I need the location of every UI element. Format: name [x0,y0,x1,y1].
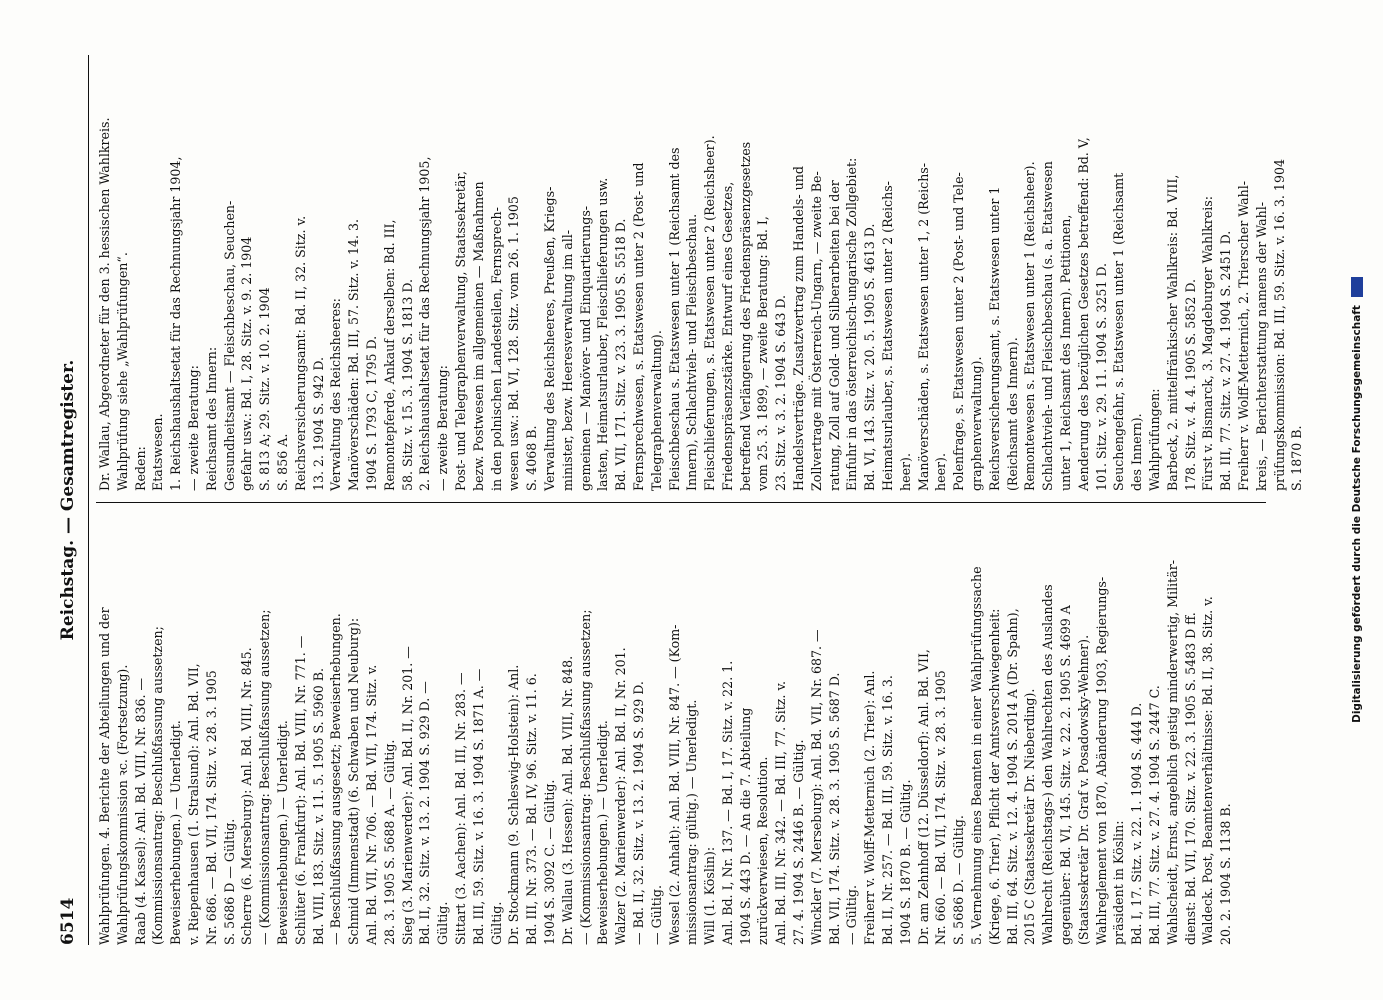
index-line: — Beschlußfassung ausgesetzt; Beweiserhebungen. [328,613,344,945]
index-line: Bd. III, 64. Sitz. v. 12. 4. 1904 S. 2014 A (Dr. Spahn), [1004,608,1020,945]
index-line: kreis, — Berichterstattung namens der Wahl- [1253,202,1269,491]
index-line: gemeinen — Manöver- und Einquartierungs- [577,205,593,491]
credit-text: Digitalisierung gefördert durch die Deutsche Forschungsgemeinschaft [1351,305,1363,723]
index-line: 28. 3. 1905 S. 5688 A. — Gültig. [381,739,397,945]
index-line: dienst: Bd. VII, 170. Sitz. v. 22. 3. 1905 S. 5483 D ff. [1182,612,1198,945]
index-line: 13. 2. 1904 S. 942 D. [310,357,326,491]
index-line: Nr. 660. — Bd. VII, 174. Sitz. v. 28. 3. 1905 [933,670,949,945]
index-line: Barbeck, 2. mittelfränkischer Wahlkreis: Bd. VIII, [1164,174,1180,491]
index-line: S. 856 A. [274,433,290,491]
index-line: Polenfrage, s. Etatswesen unter 2 (Post- und Tele- [951,172,967,491]
index-line: Fernsprechwesen, s. Etatswesen unter 2 (Post- und [630,162,646,491]
index-line: Beweiserhebungen.) — Unerledigt. [168,720,184,945]
index-line: Bd. II, Nr. 257. — Bd. III, 59. Sitz. v. 16. 3. [880,675,896,945]
index-line: heer). [897,453,913,491]
index-line: 58. Sitz. v. 15. 3. 1904 S. 1813 D. [399,278,415,491]
index-line: Manöverschäden: Bd. III, 57. Sitz. v. 14. 3. [346,218,362,491]
index-line: 23. Sitz. v. 3. 2. 1904 S. 643 D. [773,295,789,491]
index-line: Beweiserhebungen.) — Unerledigt. [595,720,611,945]
index-line: Bd. III, 77. Sitz. v. 27. 4. 1904 S. 2447 C. [1147,685,1163,945]
index-line: Verwaltung des Reichsheeres: [328,298,344,491]
page-title: Reichstag. — Gesamtregister. [58,359,78,641]
index-line: Handelsverträge. Zusatzvertrag zum Handels- und [791,166,807,491]
index-line: des Innern). [1129,413,1145,491]
index-line: Freiherr v. Wolff-Metternich, 2. Trierscher Wahl- [1236,181,1251,491]
index-line: Raab (4. Kassel): Anl. Bd. VIII, Nr. 836. — [132,677,148,945]
index-line: Schmid (Immenstadt) (6. Schwaben und Neuburg): [346,617,362,945]
index-line: lasten, Heimatsurlauber, Fleischlieferungen usw. [595,177,611,491]
index-line: — zweite Beratung: [185,365,201,491]
index-line: (Staatssekretär Dr. Graf v. Posadowsky-Wehner). [1075,634,1091,945]
index-line: Bd. I, 17. Sitz. v. 22. 1. 1904 S. 444 D. [1129,702,1145,945]
index-line: Gültig. [435,901,451,945]
index-line: Zollvertrage mit Österreich-Ungarn, — zweite Be- [808,171,824,491]
index-line: Dr. Wallau (3. Hessen): Anl. Bd. VIII, Nr. 848. [559,655,575,945]
index-line: Wahlprüfung siehe „Wahlprüfungen“. [114,252,130,491]
index-line: Wahlscheidt, Ernst, angeblich geistig minderwertig, Militär- [1164,559,1180,945]
index-line: ratung, Zoll auf Gold- und Silberarbeiten bei der [826,180,842,491]
index-line: Friedenspräsenzstärke. Entwurf eines Gesetzes, [719,181,735,491]
index-line: in den polnischen Landesteilen, Fernsprech- [488,207,504,491]
index-line: 5. Vernehmung eines Beamten in einer Wahlprüfungssache [969,566,985,945]
index-line: Bd. III, 77. Sitz. v. 27. 4. 1904 S. 2451 D. [1218,230,1234,491]
index-line: Wahlprüfungen. 4. Berichte der Abteilungen und der [97,607,112,945]
index-line: Walzer (2. Marienwerder): Anl. Bd. II, Nr. 201. [613,647,629,945]
index-line: Fleischbeschau s. Etatswesen unter 1 (Reichsamt des [666,147,682,491]
left-column [96,513,1271,945]
index-line: Dr. am Zehnhoff (12. Düsseldorf): Anl. Bd. VII, [915,649,931,945]
index-line: 20. 2. 1904 S. 1138 B. [1218,803,1234,945]
index-line: betreffend Verlängerung des Friedenspräsenzgesetzes [737,141,753,491]
index-line: Sieg (3. Marienwerder): Anl. Bd. II, Nr. 201. — [399,646,415,945]
index-line: Manöverschäden, s. Etatswesen unter 1, 2 (Reichs- [915,162,931,491]
index-line: bezw. Postwesen im allgemeinen — Maßnahmen [470,181,486,491]
index-line: Schlüter (6. Frankfurt): Anl. Bd. VIII, Nr. 771. — [292,635,308,945]
index-line: Verwaltung des Reichsheeres, Preußen, Kriegs- [541,186,557,491]
index-line: Bd. III, Nr. 373. — Bd. IV, 96. Sitz. v. 11. 6. [524,673,540,945]
index-line: Fleischlieferungen, s. Etatswesen unter 2 (Reichsheer). [702,135,718,491]
index-line: Schlachtvieh- und Fleischbeschau (s. a. Etatswesen [1040,161,1056,491]
index-line: 2. Reichshaushaltsetat für das Rechnungsjahr 1905, [417,156,433,491]
index-line: Reichsamt des Innern: [203,346,219,491]
index-line: Gültig. [488,901,504,945]
index-line: präsident in Köslin: [1111,820,1127,945]
index-line: Post- und Telegraphenverwaltung, Staatssekretär, [452,170,468,491]
index-line: — zweite Beratung: [435,365,451,491]
index-line: S. 813 A; 29. Sitz. v. 10. 2. 1904 [257,287,273,491]
page-number: 6514 [58,897,78,945]
index-line: 27. 4. 1904 S. 2446 B. — Gültig. [791,739,807,945]
index-line: Sittart (3. Aachen): Anl. Bd. III, Nr. 283. — [452,672,468,945]
index-line: 1. Reichshaushaltsetat für das Rechnungsjahr 1904, [168,156,184,491]
index-line: unter 1, Reichsamt des Innern). Petitionen, [1058,214,1074,491]
index-line: Bd. VI, 143. Sitz. v. 20. 5. 1905 S. 4613 D. [862,223,878,491]
index-line: Bd. II, 32. Sitz. v. 13. 2. 1904 S. 929 D. — [417,681,433,945]
index-line: gefahr usw.: Bd. I, 28. Sitz. v. 9. 2. 1904 [239,236,255,491]
index-line: Reden: [132,446,148,491]
index-line: Remontewesen s. Etatswesen unter 1 (Reichsheer). [1022,161,1038,491]
digitization-credit [1345,60,1369,940]
index-line: Anl. Bd. III, Nr. 342. — Bd. III, 77. Sitz. v. [773,680,789,945]
index-line: Einfuhr in das österreichisch-ungarische Zollgebiet: [844,157,860,491]
index-line: Anl. Bd. I, Nr. 137. — Bd. I, 17. Sitz. v. 22. 1. [719,660,735,945]
index-line: missionsantrag: gültig.) — Unerledigt. [684,699,700,945]
page-header [50,55,86,945]
index-line: heer). [933,453,949,491]
dfg-logo [1351,277,1363,297]
index-line: minister, bezw. Heeresverwaltung im all- [559,229,575,491]
index-line: Scherre (6. Merseburg): Anl. Bd. VIII, Nr. 845. [239,647,255,945]
index-line: Freiherr v. Wolff-Metternich (2. Trier): Anl. [862,670,878,945]
index-line: Reichsversicherungsamt, s. Etatswesen unter 1 [986,186,1002,491]
index-line: 2015 C (Staatssekretär Dr. Nieberding). [1022,688,1038,945]
index-line: — Gültig. [844,885,860,945]
index-line: 101. Sitz. v. 29. 11. 1904 S. 3251 D. [1093,262,1109,491]
index-line: — (Kommissionsantrag: Beschlußfassung aussetzen; [577,609,593,945]
index-line: — (Kommissionsantrag: Beschlußfassung aussetzen; [257,609,273,945]
index-line: 1904 S. 1793 C, 1795 D. [363,335,379,491]
index-line: S. 5686 D. — Gültig. [951,815,967,945]
index-line: Beweiserhebungen.) — Unerledigt. [274,720,290,945]
index-line: 1904 S. 3092 C. — Gültig. [541,779,557,945]
index-line: Seuchengefahr, s. Etatswesen unter 1 (Reichsamt [1111,172,1127,491]
index-line: Nr. 686. — Bd. VII, 174. Sitz. v. 28. 3. 1905 [203,670,219,945]
index-line: graphenverwaltung). [969,356,985,491]
index-line: Remontepferde, Ankauf derselben: Bd. III, [381,219,397,491]
index-line: Dr. Stockmann (9. Schleswig-Holstein): Anl. [506,664,522,945]
index-line: — Gültig. [648,885,664,945]
index-line: S. 4068 B. [524,425,540,491]
index-line: Reichsversicherungsamt: Bd. II, 32. Sitz. v. [292,215,308,491]
index-line: Wahlprüfungen: [1147,388,1163,491]
index-line: Wahlprüfungskommission ꝛc. (Fortsetzung). [114,664,130,945]
index-line: (Kriege, 6. Trier), Pflicht der Amtsverschwiegenheit: [986,608,1002,945]
index-line: Etatswesen. [150,413,166,491]
index-line: Wahlrecht (Reichstags-) den Wahlrechten des Auslandes [1040,584,1056,945]
index-line: Anl. Bd. VII, Nr. 706. — Bd. VII, 174. Sitz. v. [363,664,379,945]
column-divider [96,502,1266,503]
index-line: prüfungskommission: Bd. III, 59. Sitz. v. 16. 3. 1904 [1271,159,1287,491]
index-line: Waldeck. Post, Beamtenverhältnisse: Bd. II, 38. Sitz. v. [1200,596,1216,945]
index-line: Fürst v. Bismarck, 3. Magdeburger Wahlkreis: [1200,196,1216,491]
index-line: Telegraphenverwaltung). [648,330,664,491]
index-line: Heimatsurlauber, s. Etatswesen unter 2 (Reichs- [880,181,896,491]
index-line: vom 25. 3. 1899, — zweite Beratung: Bd. I, [755,216,771,491]
index-line: zurückverwiesen, Resolution. [755,756,771,945]
index-line: 178. Sitz. v. 4. 4. 1905 S. 5852 D. [1182,278,1198,491]
index-line: 1904 S. 443 D. — An die 7. Abteilung [737,707,753,945]
index-line: Innern), Schlachtvieh- und Fleischbeschau. [684,213,700,491]
index-line: S. 1870 B. [1289,425,1305,491]
index-line: Wessel (2. Anhalt): Anl. Bd. VIII, Nr. 847. — (Kom- [666,624,682,945]
index-line: v. Riepenhausen (1. Stralsund): Anl. Bd. VII, [185,663,201,945]
index-line: 1904 S. 1870 B. — Gültig. [897,779,913,945]
header-rule [88,55,89,945]
index-line: Winckler (7. Merseburg): Anl. Bd. VII, Nr. 687. — [808,629,824,945]
index-line: Bd. VII, 171. Sitz. v. 23. 3. 1905 S. 5518 D. [613,218,629,491]
index-line: Will (1. Köslin): [702,846,718,945]
index-line: Aenderung des bezüglichen Gesetzes betreffend: Bd. V, [1075,137,1091,491]
index-line: Bd. VIII, 183. Sitz. v. 11. 5. 1905 S. 5960 B. [310,668,326,945]
index-line: Bd. III, 59. Sitz. v. 16. 3. 1904 S. 1871 A. — [470,668,486,945]
index-line: wesen usw.: Bd. VI, 128. Sitz. vom 26. 1. 1905 [506,196,522,491]
index-line: (Kommissionsantrag: Beschlußfassung aussetzen; [150,626,166,945]
index-line: Wahlreglement von 1870, Abänderung 1903, Regierungs- [1093,576,1109,945]
index-line: (Reichsamt des Innern). [1004,337,1020,491]
right-column [96,55,1305,491]
index-line: Dr. Wallau, Abgeordneter für den 3. hessischen Wahlkreis. [97,117,112,491]
index-line: — Bd. II, 32. Sitz. v. 13. 2. 1904 S. 929 D. [630,681,646,945]
index-line: Gesundheitsamt — Fleischbeschau, Seuchen- [221,200,237,491]
index-line: S. 5686 D — Gültig. [221,818,237,945]
index-line: Bd. VII, 174. Sitz. v. 28. 3. 1905 S. 5687 D. [826,672,842,945]
index-line: gegenüber: Bd. VI, 145. Sitz. v. 22. 2. 1905 S. 4699 A [1058,605,1074,945]
